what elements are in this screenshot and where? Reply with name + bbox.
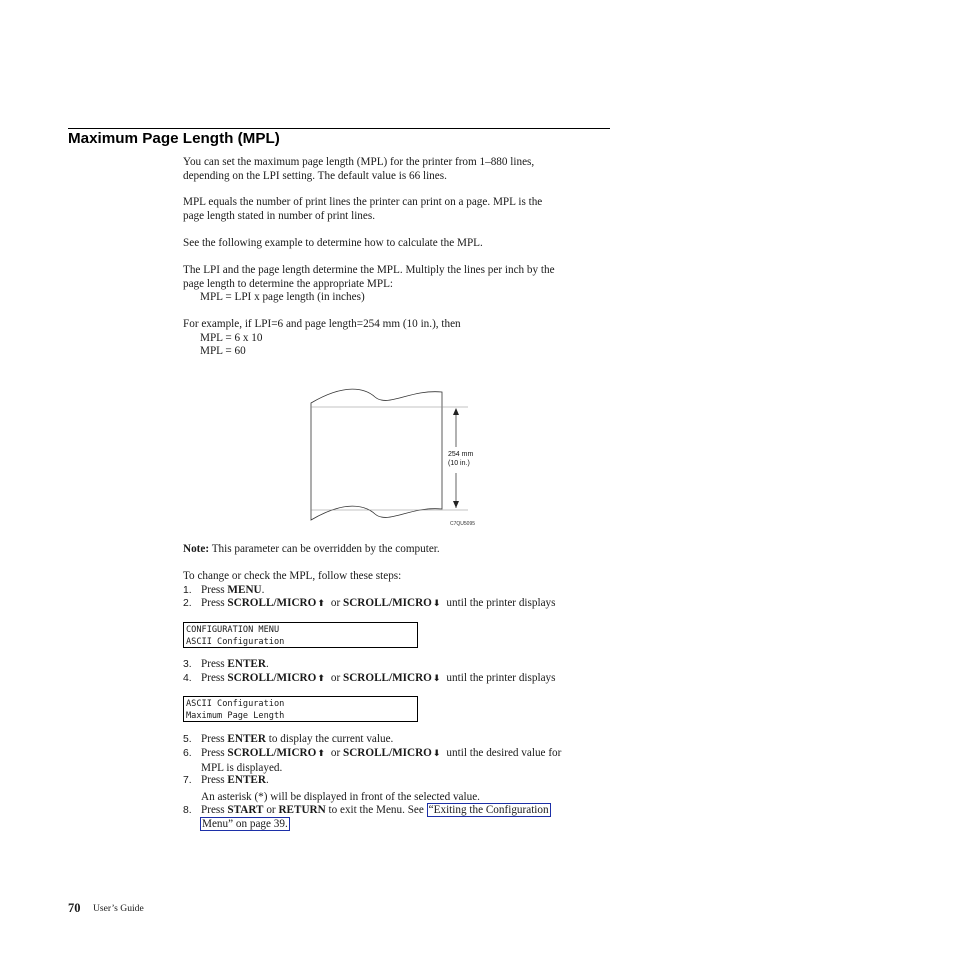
formula-line: MPL = 6 x 10 [200,331,263,344]
step-5 [183,733,393,747]
exiting-config-link-cont[interactable]: Menu” on page 39. [202,817,288,830]
lcd-display-1 [183,622,418,648]
key-name: SCROLL/MICRO [227,597,317,609]
text-line: The LPI and the page length determine the MPL. Multiply the lines per inch by the [183,264,555,276]
lcd-line: Maximum Page Length [186,711,285,721]
step-text: Press [201,774,228,786]
step-continuation: MPL is displayed. [201,761,283,774]
footer-title: User’s Guide [93,903,144,914]
page-number: 70 [68,901,81,915]
key-name: START [227,804,264,816]
lcd-line: ASCII Configuration [186,637,285,647]
dimension-label-mm: 254 mm [448,451,474,458]
arrow-up-icon: ⬆ [317,674,325,684]
key-name: ENTER [227,658,266,670]
text-line: page length to determine the appropriate MPL: [183,277,394,290]
key-name: MENU [227,584,262,596]
step-1 [183,584,264,598]
key-name: ENTER [227,774,266,786]
step-number: 2. [183,598,192,609]
note [183,543,440,557]
step-text: Press [201,597,228,609]
note-label: Note: [183,543,210,555]
step-number: 1. [183,585,192,596]
step-number: 7. [183,775,192,786]
step-text: until the printer displays [446,672,556,684]
text-line: page length stated in number of print lines. [183,209,376,222]
key-name: RETURN [278,804,326,816]
figure-id: C7QU5095 [450,521,476,527]
note-text: This parameter can be overridden by the computer. [209,543,440,555]
step-3 [183,658,269,672]
step-text: . [261,584,265,596]
step-text: until the printer displays [446,597,556,609]
arrow-up-icon: ⬆ [317,749,325,759]
key-name: SCROLL/MICRO [342,597,432,609]
key-name: SCROLL/MICRO [342,747,432,759]
step-7 [183,774,269,788]
step-text: to exit the Menu. See [325,804,427,816]
step-text: Press [201,747,228,759]
step-8 [183,804,551,831]
key-name: SCROLL/MICRO [227,672,317,684]
step-number: 5. [183,734,192,745]
dimension-arrow-up [453,408,459,415]
key-name: ENTER [227,733,266,745]
exiting-config-link[interactable]: “Exiting the Configuration [428,804,549,816]
step-text: Press [201,733,228,745]
step-text: Press [201,804,228,816]
paper-outline [311,389,442,520]
heading-rule [68,128,610,129]
step-text: or [330,597,343,609]
step-text: until the desired value for [446,747,562,759]
step-text: or [263,804,279,816]
step-number: 6. [183,748,192,759]
step-number: 4. [183,673,192,684]
lcd-display-2 [183,696,418,722]
lcd-line: CONFIGURATION MENU [186,625,280,635]
text-line: You can set the maximum page length (MPL) for the printer from 1–880 lines, [183,156,535,168]
step-number: 3. [183,659,192,670]
steps-intro: To change or check the MPL, follow these steps: [183,570,402,582]
step-4 [183,672,555,687]
step-text: Press [201,658,228,670]
paragraph-example-intro: See the following example to determine how to calculate the MPL. [183,237,483,249]
arrow-down-icon: ⬇ [432,749,441,759]
step-7-detail: An asterisk (*) will be displayed in front of the selected value. [201,791,480,803]
step-text: to display the current value. [265,733,394,745]
formula-line: MPL = LPI x page length (in inches) [200,291,365,304]
dimension-label-in: (10 in.) [448,460,470,467]
step-number: 8. [183,805,192,816]
arrow-up-icon: ⬆ [317,599,325,609]
paragraph-mpl-definition [183,196,542,223]
step-2 [183,597,555,612]
dimension-arrow-down [453,501,459,508]
step-text: . [265,774,269,786]
text-line: For example, if LPI=6 and page length=254 mm (10 in.), then [183,318,461,330]
step-text: Press [201,584,228,596]
step-6 [183,747,561,775]
step-text: . [265,658,269,670]
text-line: depending on the LPI setting. The default value is 66 lines. [183,169,447,182]
key-name: SCROLL/MICRO [227,747,317,759]
lcd-line: ASCII Configuration [186,699,285,709]
step-text: or [330,672,343,684]
key-name: SCROLL/MICRO [342,672,432,684]
arrow-down-icon: ⬇ [432,599,441,609]
page-heading: Maximum Page Length (MPL) [68,130,280,147]
step-text: Press [201,672,228,684]
arrow-down-icon: ⬇ [432,674,441,684]
step-text: or [330,747,343,759]
page-length-figure [300,385,490,530]
paragraph-formula [183,264,555,305]
text-line: MPL equals the number of print lines the printer can print on a page. MPL is the [183,196,543,208]
formula-line: MPL = 60 [200,345,246,358]
paragraph-example [183,318,461,359]
paragraph-mpl-range [183,156,534,183]
